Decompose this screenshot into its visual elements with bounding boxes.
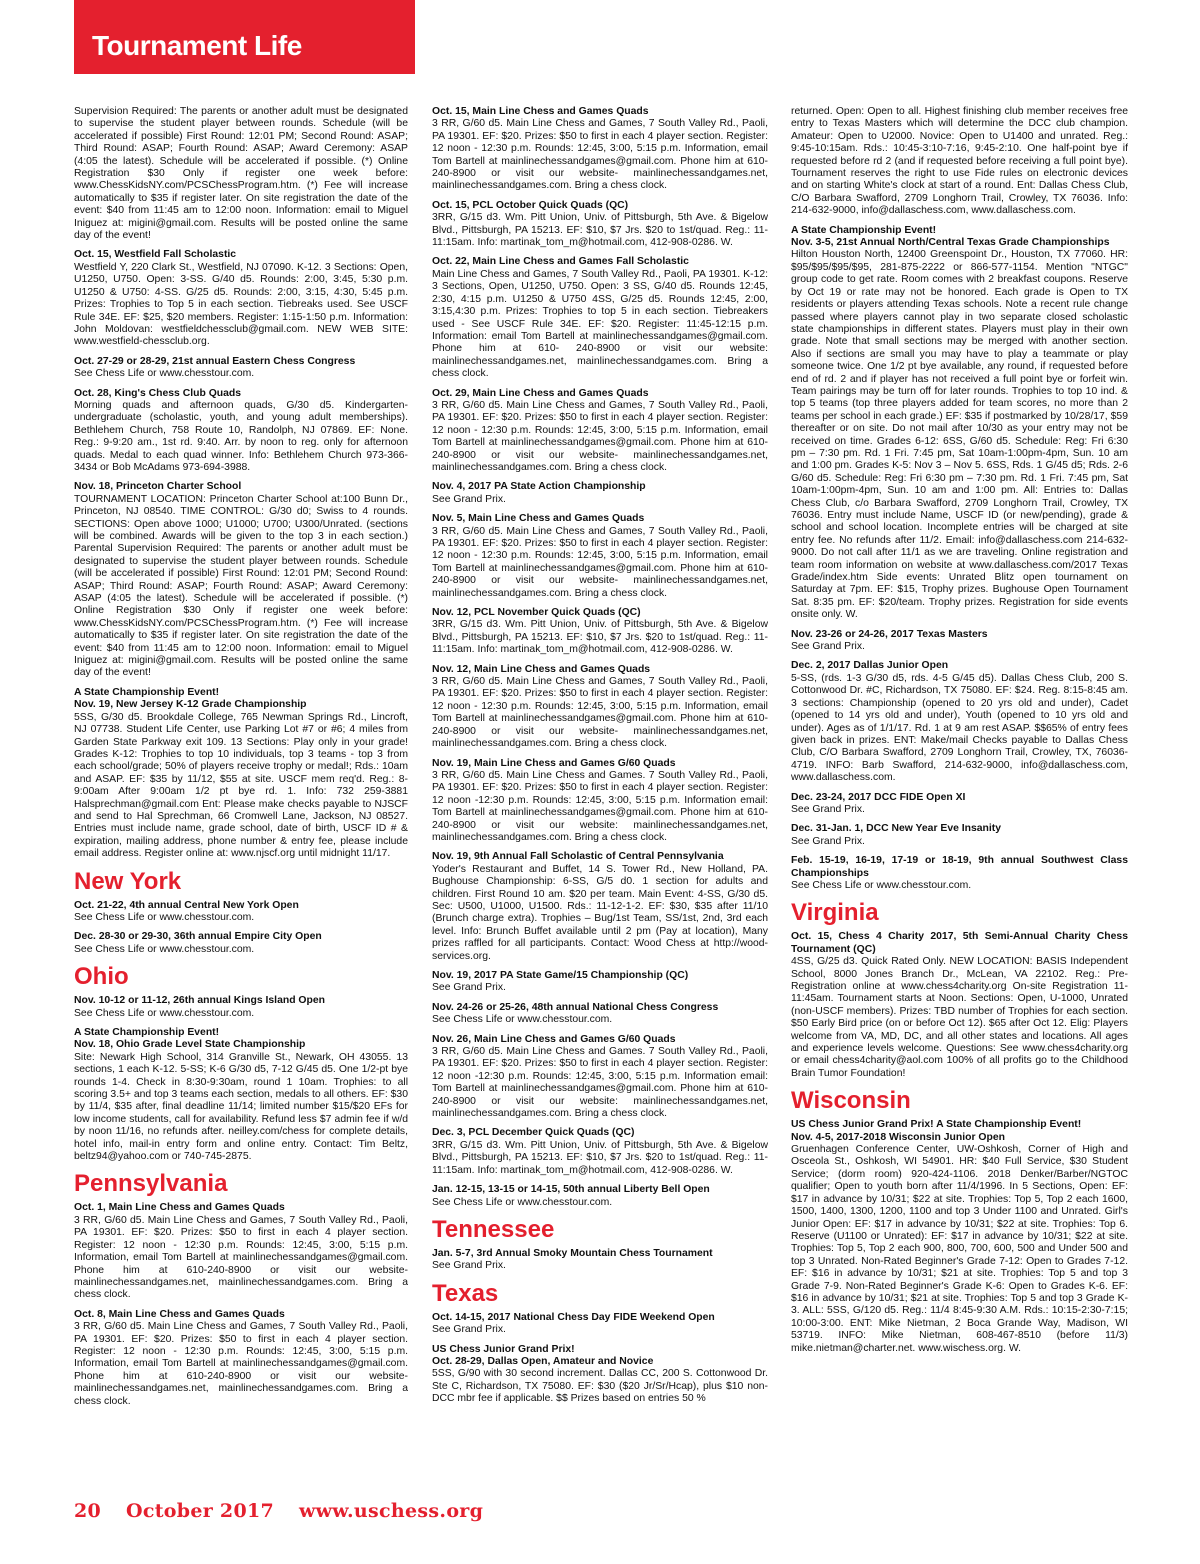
event-preheader: A State Championship Event!	[74, 1027, 220, 1038]
page-footer	[74, 1500, 501, 1522]
event-listing	[791, 660, 1128, 784]
event-title: Oct. 14-15, 2017 National Chess Day FIDE Weekend Open	[432, 1311, 715, 1323]
event-listing	[432, 256, 768, 380]
section-title: Tournament Life	[92, 30, 302, 61]
event-title: Nov. 23-26 or 24-26, 2017 Texas Masters	[791, 628, 988, 640]
state-heading: Tennessee	[432, 1215, 555, 1243]
event-body: See Grand Prix.	[432, 1260, 506, 1272]
event-listing	[791, 855, 1128, 892]
event-title: Nov. 19, 2017 PA State Game/15 Championship (QC)	[432, 970, 689, 981]
event-body: 3 RR, G/60 d5. Main Line Chess and Games, 7 South Valley Rd., Paoli, PA 19301. EF: $20. Prizes: $50 to first in each 4 player section. Register: 12 noon - 12:30 p.m. Rounds: 12:45, 3:00, 5:15 p.m. Information, email Tom Bartell at mainlinechessandgames@gmail.com. Phone him at 610-240-8900 or visit our website- mainlinechessandgames.net, mainlinechessandgames.com. Bring a chess clock.	[432, 676, 768, 750]
event-listing	[791, 792, 1128, 817]
event-body: 5-SS, (rds. 1-3 G/30 d5, rds. 4-5 G/45 d5). Dallas Chess Club, 200 S. Cottonwood Dr. #C, Richardson, TX 75080. EF: $24. Reg. 8:15-8:45 am. 3 sections: Championship (opened to 20 yrs old and under), Cadet (opened to 14 yrs old and under), Youth (opened to 10 yrs old and under). Ages as of 1/1/17. Rd. 1 at 9 am rest ASAP. $$65% of entry fees given back in prizes. ENT: Make/mail Checks payable to Dallas Chess Club, C/O Barbara Swafford, 2709 Longhorn Trail, Crowley, TX, 76036-4719. INFO: Barb Swafford, 214-632-9000, info@dallaschess.com, www.dallaschess.com.	[791, 672, 1128, 784]
event-listing	[432, 607, 768, 657]
event-body: Site: Newark High School, 314 Granville St., Newark, OH 43055. 13 sections, 1 each K-12. 5-SS; K-6 G/30 d5, 7-12 G/45 d5. One 1/2-pt bye rounds 1-4. Check in 8:30-9:30am, round 1 10am. Trophies: to all scoring 3.5+ and top 3 teams each section, medals to all others. EF: $30 by 11/4, $35 after, final deadline 11/14; limited number $15/$20 EFs for low income students, call for availability. Refund less $7 admin fee if w/d by noon 11/16, no refunds after. neilley.com/chess for complete details, hotel info, mail-in entry form and online entry. Contact: Tim Beltz, beltz94@yahoo.com or 740-745-2875.	[74, 1051, 408, 1163]
event-body: Gruenhagen Conference Center, UW-Oshkosh, Corner of High and Osceola St., Oshkosh, WI 54901. HR: $40 Full Service, $30 Student Service; (dorm room) 920-424-1106. 2018 Denker/Barber/NGTOC qualifier; Open to youth born after 11/4/1996. In 5 Sections, Open: EF: $17 in advance by 10/31; $22 at site. Trophies: Top 5, Top 2 each 1600, 1500, 1400, 1300, 1200, 1100 and top 3 Under 1100 and Unrated. Girl's Junior Open: EF: $17 in advance by 10/31; $22 at site. Trophies: Top 6. Reserve (U1100 or Unrated): EF: $17 in advance by 10/31; $22 at site. Trophies: Top 5, Top 2 each 900, 800, 700, 600, 500 and Under 500 and top 3 Unrated. Non-Rated Beginner's Grade 7-12: Open to Grades 7-12. EF: $16 in advance by 10/31; $21 at site. Trophies: Top 5 and top 3 Grade 7-9. Non-Rated Beginner's Grade K-6: Open to Grades K-6. EF: $16 in advance by 10/31; $21 at site. Trophies: Top 5 and top 3 Grade K-3. ALL: 5SS, G/120 d5. Reg.: 11/4 8:45-9:30 A.M. Rds.: 10:15-2:30-7:15; 10:00-3:00. ENT: Mike Nietman, 2 Boca Grande Way, Madison, WI 53719. INFO: Mike Nietman, 608-467-8510 (before 11/3) mike.nietman@charter.net. www.wischess.org. W.	[791, 1144, 1128, 1354]
event-body: Morning quads and afternoon quads, G/30 d5. Kindergarten-undergraduate (scholastic, youth, and young adult memberships). Bethlehem Church, 758 Route 10, Randolph, NJ 07869. EF: None. Reg.: 9-9:20 am., 1st rd. 9:40. Arr. by noon to reg. only for afternoon quads. Medal to each quad winner. Info: Bethlehem Church 973-366-3434 or Bob McAdams 973-694-3988.	[74, 399, 408, 473]
event-listing	[74, 687, 408, 861]
state-heading: Texas	[432, 1279, 499, 1307]
state-heading: Ohio	[74, 963, 129, 991]
event-listing	[791, 106, 1128, 218]
event-body: 3 RR, G/60 d5. Main Line Chess and Games, 7 South Valley Rd., Paoli, PA 19301. EF: $20. Prizes: $50 to first in each 4 player section. Register: 12 noon - 12:30 p.m. Rounds: 12:45, 3:00, 5:15 p.m. Information, email Tom Bartell at mainlinechessandgames@gmail.com. Phone him at 610-240-8900 or visit our website- mainlinechessandgames.net, mainlinechessandgames.com. Bring a chess clock.	[74, 1321, 408, 1407]
event-listing	[74, 900, 408, 925]
event-body: See Chess Life or www.chesstour.com.	[74, 911, 255, 923]
state-heading: Wisconsin	[791, 1087, 911, 1115]
event-title: Nov. 12, Main Line Chess and Games Quads	[432, 663, 651, 675]
event-body: See Grand Prix.	[791, 641, 865, 653]
event-listing	[432, 664, 768, 751]
event-title: Oct. 15, Westfield Fall Scholastic	[74, 249, 237, 261]
event-body: returned. Open: Open to all. Highest finishing club member receives free entry to Texas Masters which will determine the DCC club champion. Amateur: Open to U2000. Novice: Open to U1400 and unrated. Reg.: 9:45-10:15am. Rds.: 10:45-3:10-7:16, 9:45-2:10. One half-point bye if requested before rd 2 (and if requested before receiving a full point bye). Tournament reserves the right to use Fide rules on electronic devices and on starting White's clock at start of a round. Ent: Dallas Chess Club, C/O Barbara Swafford, 2709 Longhorn Trail, Crowley, TX 76036. Info: 214-632-9000, info@dallaschess.com, www.dallaschess.com.	[791, 106, 1128, 217]
event-listing	[432, 513, 768, 600]
event-title: Oct. 8, Main Line Chess and Games Quads	[74, 1308, 285, 1320]
event-title: Nov. 3-5, 21st Annual North/Central Texas Grade Championships	[791, 237, 1110, 249]
issue-date: October 2017	[125, 1500, 275, 1522]
event-body: 3 RR, G/60 d5. Main Line Chess and Games, 7 South Valley Rd., Paoli, PA 19301. EF: $20. Prizes: $50 to first in each 4 player section. Register: 12 noon - 12:30 p.m. Rounds: 12:45, 3:00, 5:15 p.m. Information, email Tom Bartell at mainlinechessandgames@gmail.com. Phone him at 610-240-8900 or visit our website- mainlinechessandgames.net, mainlinechessandgames.com. Bring a chess clock.	[432, 525, 768, 599]
event-listing	[432, 1344, 768, 1406]
event-body: See Chess Life or www.chesstour.com.	[74, 368, 255, 380]
event-title: Nov. 12, PCL November Quick Quads (QC)	[432, 607, 641, 619]
event-title: Nov. 4-5, 2017-2018 Wisconsin Junior Open	[791, 1131, 1005, 1143]
event-body: 5SS, G/90 with 30 second increment. Dallas CC, 200 S. Cottonwood Dr. Ste C, Richardson, TX 75080. EF: $30 ($20 Jr/Sr/Hcap), plus $10 non-DCC mbr fee if applicable. $$ Prizes based on entries 50 %	[432, 1368, 768, 1405]
event-listing	[432, 851, 768, 963]
event-title: Nov. 18, Princeton Charter School	[74, 481, 242, 493]
column-3	[791, 106, 1128, 1484]
event-listing	[74, 1202, 408, 1301]
event-body: Supervision Required: The parents or another adult must be designated to supervise the student player between rounds. Schedule (will be accelerated if possible) First Round: 12:01 PM; Second Round: ASAP; Third Round: ASAP; Fourth Round: ASAP; Award Ceremony: ASAP (4:05 the latest). Schedule will be accelerated if possible. (*) Online Registration $30 Only if register one week before: www.ChessKidsNY.com/PCSChessProgram.htm. (*) Fee will increase automatically to $35 if register later. On site registration the date of the event: $40 from 11:45 am to 12:00 noon. Information: email to Miguel Iniguez at: migini@gmail.com. Results will be posted online the same day of the event!	[74, 106, 408, 242]
event-title: Jan. 12-15, 13-15 or 14-15, 50th annual Liberty Bell Open	[432, 1184, 710, 1196]
event-body: 3 RR, G/60 d5. Main Line Chess and Games, 7 South Valley Rd., Paoli, PA 19301. EF: $20. Prizes: $50 to first in each 4 player section. Register: 12 noon - 12:30 p.m. Rounds: 12:45, 3:00, 5:15 p.m. Information, email Tom Bartell at mainlinechessandgames@gmail.com. Phone him at 610-240-8900 or visit our website- mainlinechessandgames.net, mainlinechessandgames.com. Bring a chess clock.	[432, 118, 768, 192]
event-body: See Chess Life or www.chesstour.com.	[74, 1007, 255, 1019]
event-body: 3RR, G/15 d3. Wm. Pitt Union, Univ. of Pittsburgh, 5th Ave. & Bigelow Blvd., Pittsburgh, PA 15213. EF: $10, $7 Jrs. $20 to 1st/quad. Reg.: 11-11:15am. Info: martinak_tom_m@hotmail.com, 412-908-0286. W.	[432, 619, 768, 656]
event-listing	[432, 1248, 768, 1273]
event-title: Dec. 28-30 or 29-30, 36th annual Empire City Open	[74, 931, 322, 943]
state-heading: Pennsylvania	[74, 1170, 228, 1198]
event-listing	[791, 823, 1128, 848]
event-listing	[74, 931, 408, 956]
event-listing	[432, 106, 768, 193]
event-body: See Chess Life or www.chesstour.com.	[432, 1196, 613, 1208]
event-body: 3 RR, G/60 d5. Main Line Chess and Games. 7 South Valley Rd., Paoli, PA 19301. EF: $20. Prizes: $50 to first in each 4 player section. Register: 12 noon -12:30 p.m. Rounds: 12:45, 3:00, 5:15 p.m. Information email: Tom Bartell at mainlinechessandgames@gmail.com. Phone him at 610-240-8900 or visit our website: mainlinechessandgames.net, mainlinechessandgames.com. Bring a chess clock.	[432, 1046, 768, 1120]
event-listing	[74, 995, 408, 1020]
event-title: Oct. 27-29 or 28-29, 21st annual Eastern Chess Congress	[74, 355, 356, 367]
event-listing	[432, 1312, 768, 1337]
event-body: See Grand Prix.	[791, 835, 865, 847]
event-listing	[791, 629, 1128, 654]
column-2	[432, 106, 768, 1484]
event-body: 5SS, G/30 d5. Brookdale College, 765 Newman Springs Rd., Lincroft, NJ 07738. Student Life Center, use Parking Lot #7 or #6; 4 miles from Garden State Parkway exit 109. 13 Sections: Play only in your grade! Grades K-12: Trophies to top 10 individuals, top 3 teams - top 3 from each school/grade; 50% of players receive trophy or medal!; Rds.: 10am and ASAP. EF: $35 by 11/12, $55 at site. USCF mem req'd. Reg.: 8-9:00am After 9:00am 1/2 pt bye rd. 1. Info: 732 259-3881 Halsprechman@gmail.com Ent: Please make checks payable to NJSCF and send to Hal Sprechman, 66 Cromwell Lane, Jackson, NJ 08527. Entries must include name, grade school, date of birth, USCF ID # & expiration, mailing address, phone number & entry fee, please include email address. Register online at: www.njscf.org until midnight 11/17.	[74, 711, 408, 860]
event-title: Nov. 5, Main Line Chess and Games Quads	[432, 513, 645, 525]
event-title: Dec. 3, PCL December Quick Quads (QC)	[432, 1127, 635, 1139]
event-body: Main Line Chess and Games, 7 South Valley Rd., Paoli, PA 19301. K-12: 3 Sections, Open, U1250, U750. Open: 3 SS, G/40 d5. Rounds 12:45, 2:30, 4:15 p.m. U1250 & U750 4SS, G/25 d5. Rounds 12:45, 2:00, 3:15,4:30 p.m. Prizes: Trophies to top 5 in each section. Tiebreakers used - See USCF Rule 34E. EF: $20. Register: 11:45-12:15 p.m. Information: email Tom Bartell at mainlinechessandgames@gmail.com. Phone him at 610- 240-8900 or visit our website: mainlinechessandgames.net, mainlinechessandgames.com. Bring a chess clock.	[432, 268, 768, 380]
event-listing	[432, 758, 768, 845]
event-listing	[74, 356, 408, 381]
event-listing	[432, 481, 768, 506]
event-title: Feb. 15-19, 16-19, 17-19 or 18-19, 9th annual Southwest Class Championships	[791, 855, 1128, 879]
event-listing	[432, 1034, 768, 1121]
event-title: Nov. 10-12 or 11-12, 26th annual Kings Island Open	[74, 995, 325, 1007]
event-body: 3 RR, G/60 d5. Main Line Chess and Games, 7 South Valley Rd., Paoli, PA 19301. EF: $20. Prizes: $50 to first in each 4 player section. Register: 12 noon - 12:30 p.m. Rounds: 12:45, 3:00, 5:15 p.m. Information, email Tom Bartell at mainlinechessandgames@gmail.com. Phone him at 610-240-8900 or visit our website- mainlinechessandgames.net, mainlinechessandgames.com. Bring a chess clock.	[432, 399, 768, 473]
event-listing	[74, 249, 408, 348]
column-1	[74, 106, 408, 1484]
event-listing	[432, 1002, 768, 1027]
event-body: TOURNAMENT LOCATION: Princeton Charter School at:100 Bunn Dr., Princeton, NJ 08540. TIME CONTROL: G/30 d0; Swiss to 4 rounds. SECTIONS: Open above 1000; U1000; U700; U300/Unrated. (sections will be combined. Awards will be given to the top 3 in each section.) Parental Supervision Required: The parents or another adult must be designated to supervise the student player between rounds. Schedule (will be accelerated if possible) First Round: 12:01 PM; Second Round: ASAP; Third Round: ASAP; Fourth Round: ASAP; Award Ceremony: ASAP (4:05 the latest). Schedule will be accelerated if possible. (*) Online Registration $30 Only if register one week before: www.ChessKidsNY.com/PCSChessProgram.htm. (*) Fee will increase automatically to $35 if register later. On site registration the date of the event: $40 from 11:45 am to 12:00 noon. Information: email to Miguel Iniguez at: migini@gmail.com. Results will be posted online the same day of the event!	[74, 493, 408, 679]
event-body: See Chess Life or www.chesstour.com.	[74, 943, 255, 955]
event-title: Oct. 15, PCL October Quick Quads (QC)	[432, 199, 629, 211]
event-title: Nov. 19, New Jersey K-12 Grade Championship	[74, 699, 307, 711]
event-listing	[74, 106, 408, 242]
event-title: Jan. 5-7, 3rd Annual Smoky Mountain Chess Tournament	[432, 1247, 713, 1259]
state-heading: Virginia	[791, 899, 879, 927]
event-body: See Chess Life or www.chesstour.com.	[432, 1014, 613, 1026]
page-number: 20	[74, 1500, 102, 1522]
event-body: See Chess Life or www.chesstour.com.	[791, 879, 972, 891]
event-title: Oct. 28, King's Chess Club Quads	[74, 387, 242, 399]
event-body: See Grand Prix.	[432, 982, 506, 994]
event-listing	[432, 1184, 768, 1209]
event-title: Dec. 23-24, 2017 DCC FIDE Open XI	[791, 791, 966, 803]
event-title: Oct. 22, Main Line Chess and Games Fall Scholastic	[432, 256, 689, 268]
event-listing	[791, 225, 1128, 622]
event-title: Oct. 21-22, 4th annual Central New York Open	[74, 899, 299, 911]
event-listing	[791, 1119, 1128, 1355]
event-title: Nov. 19, 9th Annual Fall Scholastic of Central Pennsylvania	[432, 851, 724, 863]
event-body: See Grand Prix.	[791, 803, 865, 815]
event-title: Nov. 18, Ohio Grade Level State Championship	[74, 1039, 306, 1051]
state-heading: New York	[74, 867, 182, 895]
event-body: 3RR, G/15 d3. Wm. Pitt Union, Univ. of Pittsburgh, 5th Ave. & Bigelow Blvd., Pittsburgh, PA 15213. EF: $10, $7 Jrs. $20 to 1st/quad. Reg.: 11-11:15am. Info: martinak_tom_m@hotmail.com, 412-908-0286. W.	[432, 1139, 768, 1176]
event-body: Yoder's Restaurant and Buffet, 14 S. Tower Rd., New Holland, PA. Bughouse Championship: 6-SS, G/5 d0. 1 section for adults and children. First Round 10 am. $20 per team. Main Event: 4-SS, G/30 d5. Sec: U500, U1000, U1500. Rds.: 11-12-1-2. EF: $30, $35 after 11/10 (Brunch charge extra). Trophies – Bug/1st Team, SS/1st, 2nd, 3rd each level. Info: Brunch Buffet available until 2 pm (Pay at location), Many prizes raffled for all participants. Contact: Wood Chess at http://wood-services.org.	[432, 863, 768, 962]
event-preheader: US Chess Junior Grand Prix! A State Championship Event!	[791, 1119, 1082, 1131]
event-title: Nov. 26, Main Line Chess and Games G/60 Quads	[432, 1033, 676, 1045]
event-title: Oct. 15, Chess 4 Charity 2017, 5th Semi-Annual Charity Chess Tournament (QC)	[791, 931, 1128, 955]
event-body: 3 RR, G/60 d5. Main Line Chess and Games. 7 South Valley Rd., Paoli, PA 19301. EF: $20. Prizes: $50 to first in each 4 player section. Register: 12 noon -12:30 p.m. Rounds: 12:45, 3:00, 5:15 p.m. Information email: Tom Bartell at mainlinechessandgames@gmail.com. Phone him at 610-240-8900 or visit our website: mainlinechessandgames.net, mainlinechessandgames.com. Bring a chess clock.	[432, 769, 768, 843]
event-title: Oct. 29, Main Line Chess and Games Quads	[432, 387, 649, 399]
event-body: 3RR, G/15 d3. Wm. Pitt Union, Univ. of Pittsburgh, 5th Ave. & Bigelow Blvd., Pittsburgh, PA 15213. EF: $10, $7 Jrs. $20 to 1st/quad. Reg.: 11-11:15am. Info: martinak_tom_m@hotmail.com, 412-908-0286. W.	[432, 212, 768, 249]
event-preheader: US Chess Junior Grand Prix!	[432, 1343, 575, 1355]
event-title: Oct. 1, Main Line Chess and Games Quads	[74, 1202, 285, 1214]
event-body: 3 RR, G/60 d5. Main Line Chess and Games, 7 South Valley Rd., Paoli, PA 19301. EF: $20. Prizes: $50 to first in each 4 player section. Register: 12 noon - 12:30 p.m. Rounds: 12:45, 3:00, 5:15 p.m. Information, email Tom Bartell at mainlinechessandgames@gmail.com. Phone him at 610-240-8900 or visit our website- mainlinechessandgames.net, mainlinechessandgames.com. Bring a chess clock.	[74, 1214, 408, 1301]
event-preheader: A State Championship Event!	[791, 224, 937, 236]
event-listing	[74, 1027, 408, 1163]
event-body: See Grand Prix.	[432, 493, 506, 505]
event-title: Nov. 24-26 or 25-26, 48th annual National Chess Congress	[432, 1001, 719, 1013]
event-listing	[432, 388, 768, 475]
event-listing	[791, 931, 1128, 1080]
event-listing	[432, 200, 768, 250]
event-body: See Grand Prix.	[432, 1324, 506, 1336]
event-listing	[74, 388, 408, 475]
event-title: Nov. 19, Main Line Chess and Games G/60 Quads	[432, 757, 676, 769]
event-body: 4SS, G/25 d3. Quick Rated Only. NEW LOCATION: BASIS Independent School, 8000 Jones Branch Dr., McLean, VA 22102. Reg.: Pre-Registration online at www.chess4charity.org On-site Registration 11-11:45am. Tournament starts at Noon. Sections: Open, U-1000, Unrated (non-USCF members). Prizes: TBD number of Trophies for each section. $50 Early Bird price (on or before Oct 12). $65 after Oct 12. Elig: Players welcome from VA, MD, DC, and all other states and locations. All ages and experience levels welcome. Questions: See www.chess4charity.org or email chess4charity@aol.com 100% of all profits go to the Childhood Brain Tumor Foundation!	[791, 956, 1128, 1079]
event-listing	[432, 970, 768, 995]
event-title: Dec. 2, 2017 Dallas Junior Open	[791, 660, 949, 672]
event-body: Westfield Y, 220 Clark St., Westfield, NJ 07090. K-12. 3 Sections: Open, U1250, U750. Open: 3-SS. G/40 d5. Rounds: 2:00, 3:45, 5:30 p.m. U1250 & U750: 4-SS. G/25 d5. Rounds: 2:00, 3:15, 4:30, 5:45 p.m. Prizes: Trophies to Top 5 in each section. Tiebreaks used. See USCF Rule 34E. EF: $25, $20 members. Register: 1:15-1:50 p.m. Information: John Moldovan: westfieldchessclub@gmail.com. NEW WEB SITE: www.westfield-chessclub.org.	[74, 261, 408, 348]
event-preheader: A State Championship Event!	[74, 686, 220, 698]
website-link[interactable]: www.uschess.org	[298, 1500, 484, 1522]
event-title: Oct. 15, Main Line Chess and Games Quads	[432, 106, 649, 117]
event-body: Hilton Houston North, 12400 Greenspoint Dr., Houston, TX 77060. HR: $95/$95/$95/$95, 281-875-2222 or 866-577-1154. Mention "NTGC" group code to get rate. Room comes with 2 breakfast coupons. Reserve by Oct 19 or rate may not be honored. Each grade is Open to TX residents or players attending Texas schools. Note a recent rule change passed where players cannot play in two separate closed scholastic state championships in different states. Players must play in their own grade. Note that small sections may be merged with another section. Also if sections are small you may have to play a teammate or play someone twice. One 1/2 pt bye available, any round, if requested before end of rd. 2 and if player has not received a full point bye or forfeit win. Team pairings may be turn off for later rounds. Trophies to top 10 ind. & top 5 teams (top three players added for team scores, no more than 2 teams per school in each grade.) EF: $35 if postmarked by 10/28/17, $59 thereafter or on site. Do not mail after 10/30 as your entry may not be received on time. Grades 6-12: 6SS, G/60 d5. Schedule: Reg: Fri 6:30 pm – 7:30 pm. Rd. 1 Fri. 7:45 pm, Sat 10am-1:00pm-4pm, Sun. 10 am and 1:00 pm. Grades K-5: Nov 3 – Nov 5. 6SS, Rds. 1 G/45 d5; Rds. 2-6 G/60 d5. Schedule: Reg: Fri 6:30 pm – 7:30 pm. Rd. 1 Fri. 7:45 pm, Sat 10am-1:00pm-4pm, Sun. 10 am and 1:00 pm. All: Entries to: Dallas Chess Club, c/o Barbara Swafford, 2709 Longhorn Trail, Crowley, TX 76036. Entry must include Name, USCF ID (or new/pending), grade & school and school location. Incomplete entries will be charged at site entry fee. No refunds after 11/2. Email: info@dallaschess.com 214-632-9000. Do not call after 11/1 as we are traveling. Online registration and team room information on website at www.dallaschess.com/2017 Texas Grade/index.htm Side events: Unrated Blitz open tournament on Saturday at 7pm. EF: $15, Trophy prizes. Bughouse Open Tournament Sat. 8:35 pm. EF: $20/team. Trophy prizes. Registration for side events onsite only. W.	[791, 249, 1128, 621]
event-listing	[432, 1127, 768, 1177]
event-listing	[74, 481, 408, 680]
event-title: Oct. 28-29, Dallas Open, Amateur and Novice	[432, 1355, 654, 1367]
event-title: Nov. 4, 2017 PA State Action Championship	[432, 481, 646, 493]
section-banner	[74, 0, 415, 74]
event-listing	[74, 1309, 408, 1408]
event-title: Dec. 31-Jan. 1, DCC New Year Eve Insanity	[791, 823, 1002, 835]
